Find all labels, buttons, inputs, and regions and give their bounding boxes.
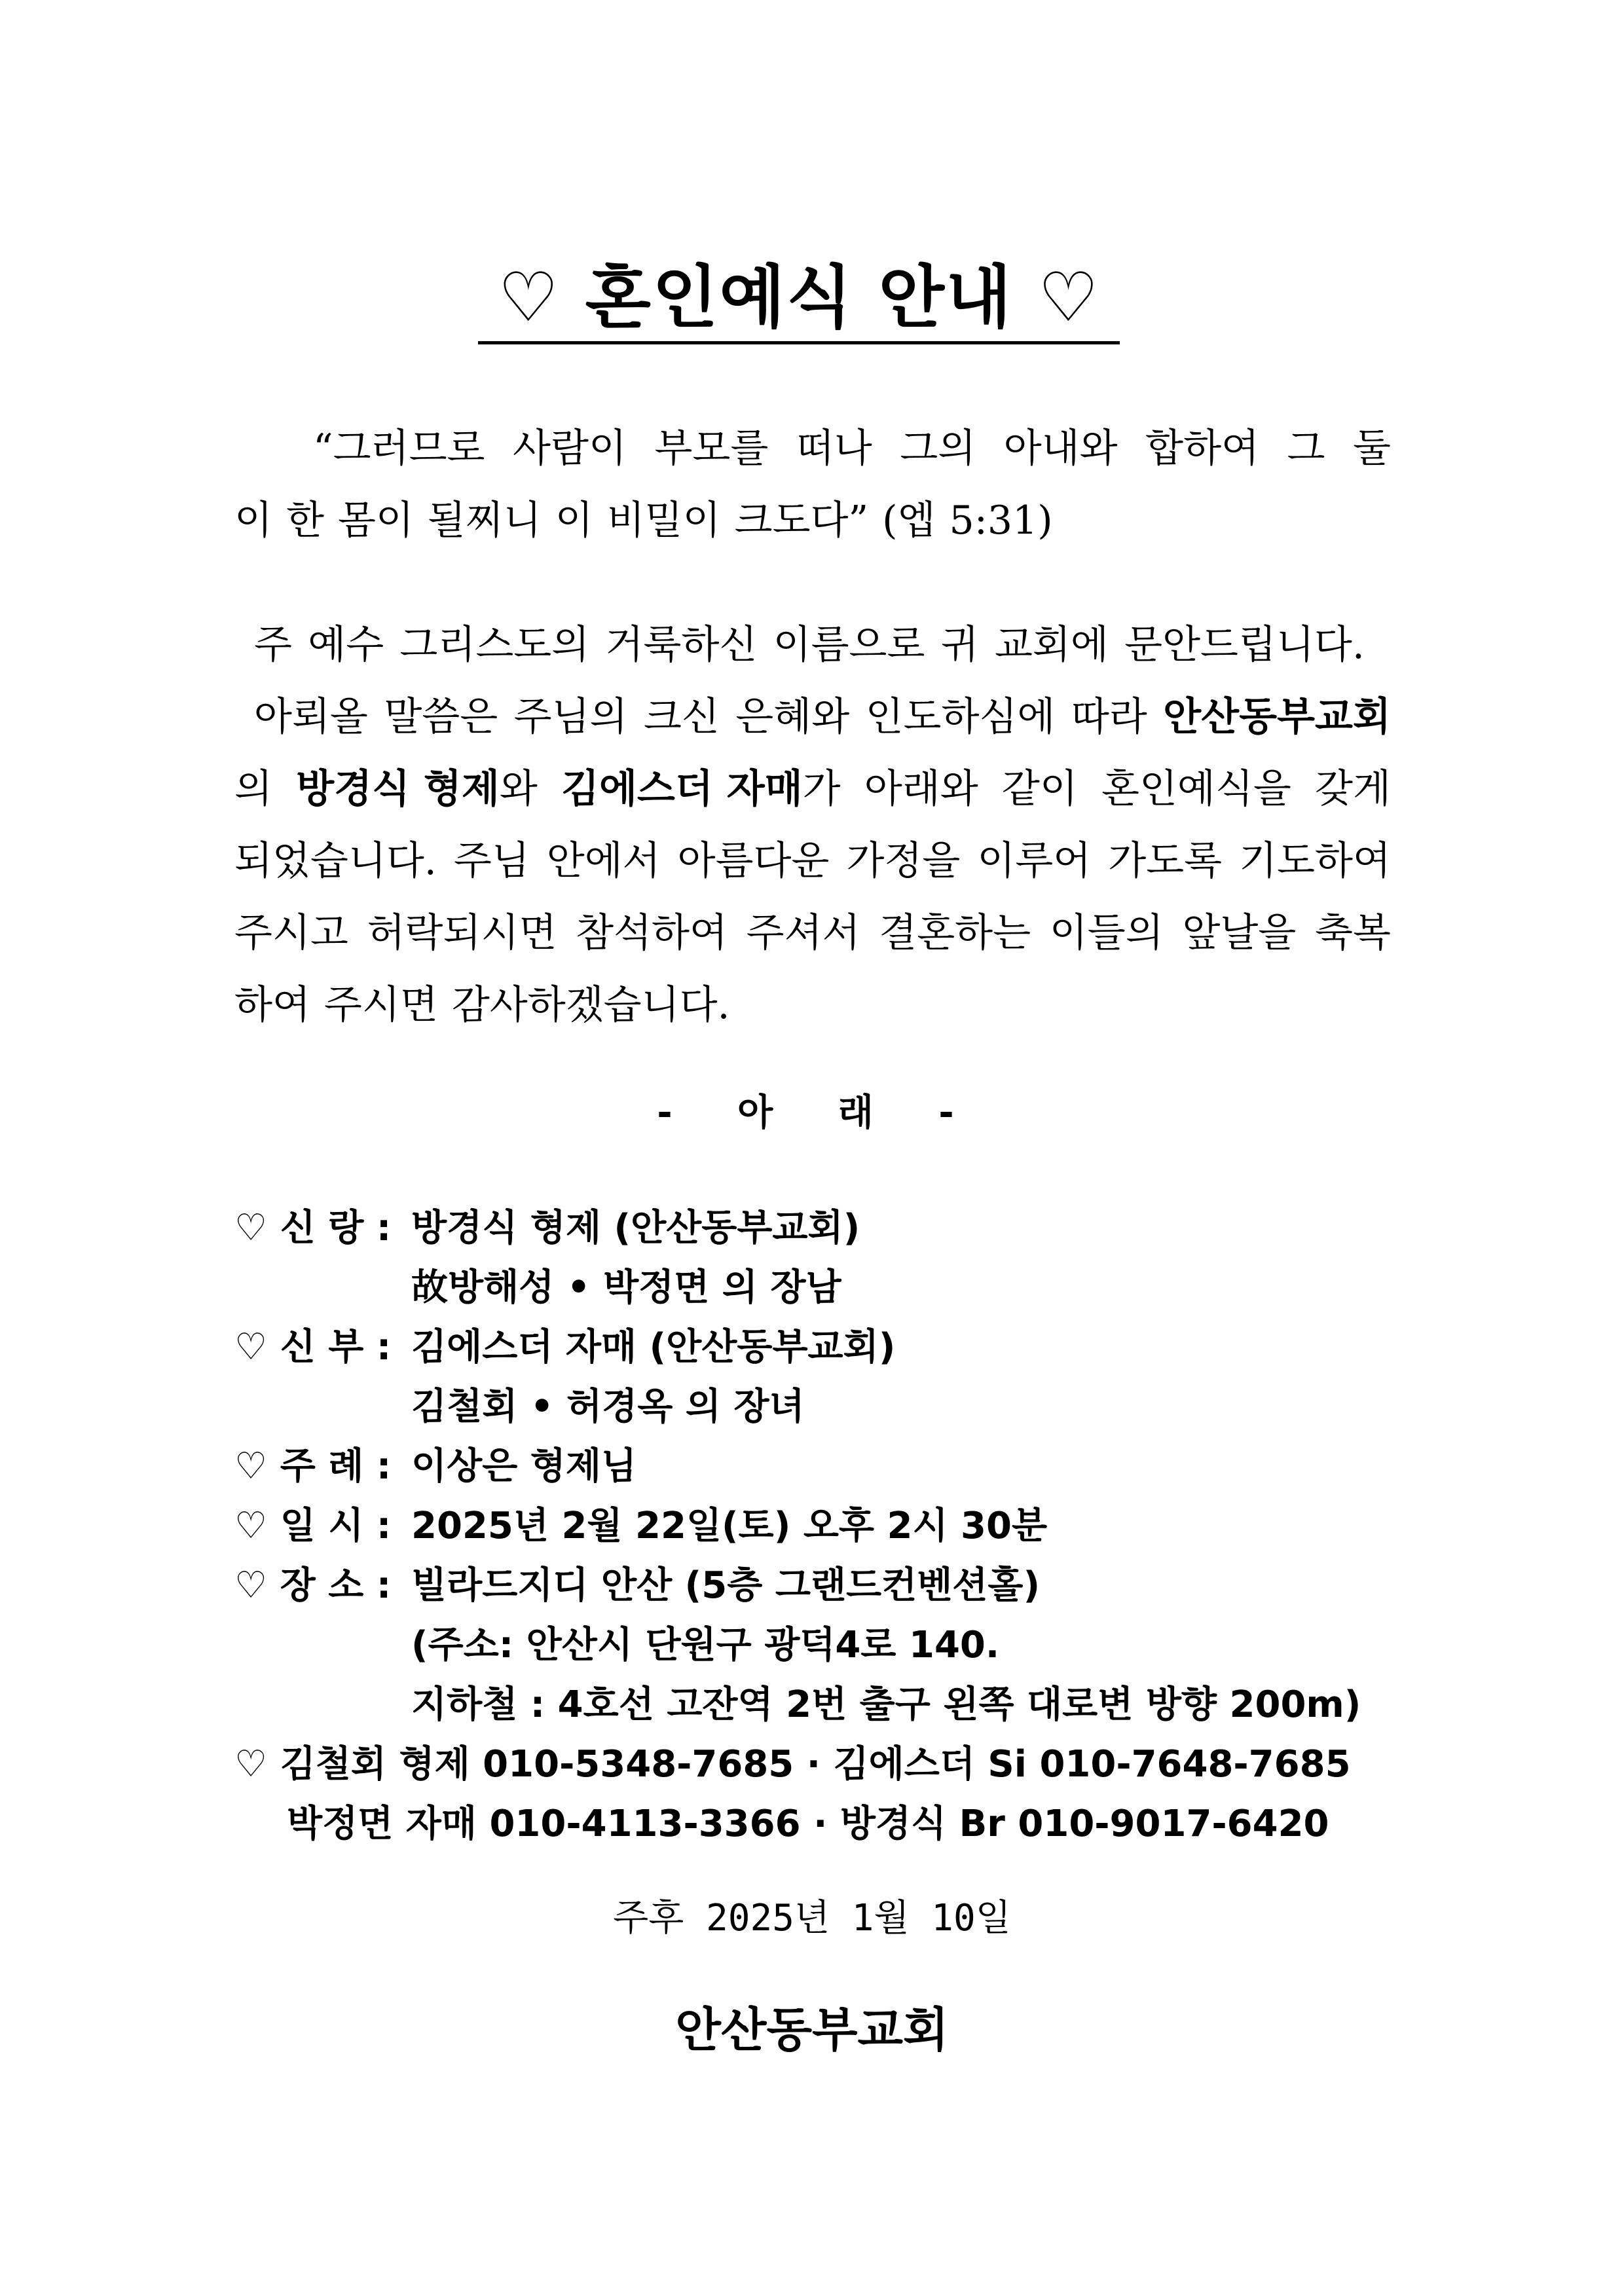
title-block xyxy=(478,257,1120,344)
body-line-3: 의 방경식 형제와 김에스더 자매가 아래와 같이 혼인예식을 갖게 xyxy=(234,766,1391,812)
groom-value: 방경식 형제 (안산동부교회) xyxy=(411,1207,860,1249)
scripture-verse xyxy=(234,413,1391,557)
verse-line-2: 이 한 몸이 될찌니 이 비밀이 크도다” (엡 5:31) xyxy=(234,498,1053,543)
page-title: ♡ 혼인예식 안내 ♡ xyxy=(498,257,1100,337)
bride-value: 김에스더 자매 (안산동부교회) xyxy=(411,1326,896,1368)
church-signature: 안산동부교회 xyxy=(675,2002,949,2057)
officiant-row xyxy=(234,1437,1413,1496)
notice-heading: - 아 래 - xyxy=(657,1092,967,1134)
officiant-value: 이상은 형제님 xyxy=(411,1445,637,1488)
contact-line-2: 박정면 자매 010-4113-3366 · 방경식 Br 010-9017-6420 xyxy=(287,1803,1329,1845)
ceremony-details xyxy=(234,1198,1413,1854)
datetime-value: 2025년 2월 22일(토) 오후 2시 30분 xyxy=(411,1505,1048,1547)
title-underline xyxy=(478,341,1120,344)
invitation-body xyxy=(234,609,1391,1041)
bride-parents: 김철회 • 허경옥 의 장녀 xyxy=(411,1386,805,1428)
bride-label: ♡ 신 부 : xyxy=(234,1326,392,1368)
body-line-4: 되었습니다. 주님 안에서 아름다운 가정을 이루어 가도록 기도하여 xyxy=(234,838,1391,884)
body-line-5: 주시고 허락되시면 참석하여 주셔서 결혼하는 이들의 앞날을 축복 xyxy=(234,910,1391,956)
groom-row xyxy=(234,1198,1413,1258)
venue-row xyxy=(234,1556,1413,1615)
datetime-label: ♡ 일 시 : xyxy=(234,1505,392,1547)
venue-value: 빌라드지디 안산 (5층 그랜드컨벤션홀) xyxy=(411,1564,1041,1607)
issue-date: 주후 2025년 1월 10일 xyxy=(613,1897,1011,1939)
venue-address: (주소: 안산시 단원구 광덕4로 140. xyxy=(411,1624,1000,1666)
groom-name-inline: 방경식 형제 xyxy=(296,766,500,812)
body-line-1: 주 예수 그리스도의 거룩하신 이름으로 귀 교회에 문안드립니다. xyxy=(254,622,1365,668)
church-name-inline: 안산동부교회 xyxy=(1163,694,1391,740)
venue-label: ♡ 장 소 : xyxy=(234,1564,392,1607)
groom-label: ♡ 신 랑 : xyxy=(234,1207,392,1249)
groom-parents: 故방해성 • 박정면 의 장남 xyxy=(411,1266,841,1309)
verse-line-1: “그러므로 사람이 부모를 떠나 그의 아내와 합하여 그 둘 xyxy=(313,426,1391,471)
bride-name-inline: 김에스더 자매 xyxy=(561,766,803,812)
bride-row xyxy=(234,1317,1413,1377)
contact-line-1: ♡ 김철회 형제 010-5348-7685 · 김에스더 Si 010-7648-7685 xyxy=(234,1743,1351,1786)
body-line-2: 아뢰올 말씀은 주님의 크신 은혜와 인도하심에 따라 안산동부교회 xyxy=(234,681,1391,753)
officiant-label: ♡ 주 례 : xyxy=(234,1445,392,1488)
datetime-row xyxy=(234,1496,1413,1556)
venue-subway: 지하철 : 4호선 고잔역 2번 출구 왼쪽 대로변 방향 200m) xyxy=(411,1683,1361,1726)
body-line-6: 하여 주시면 감사하겠습니다. xyxy=(234,982,730,1028)
